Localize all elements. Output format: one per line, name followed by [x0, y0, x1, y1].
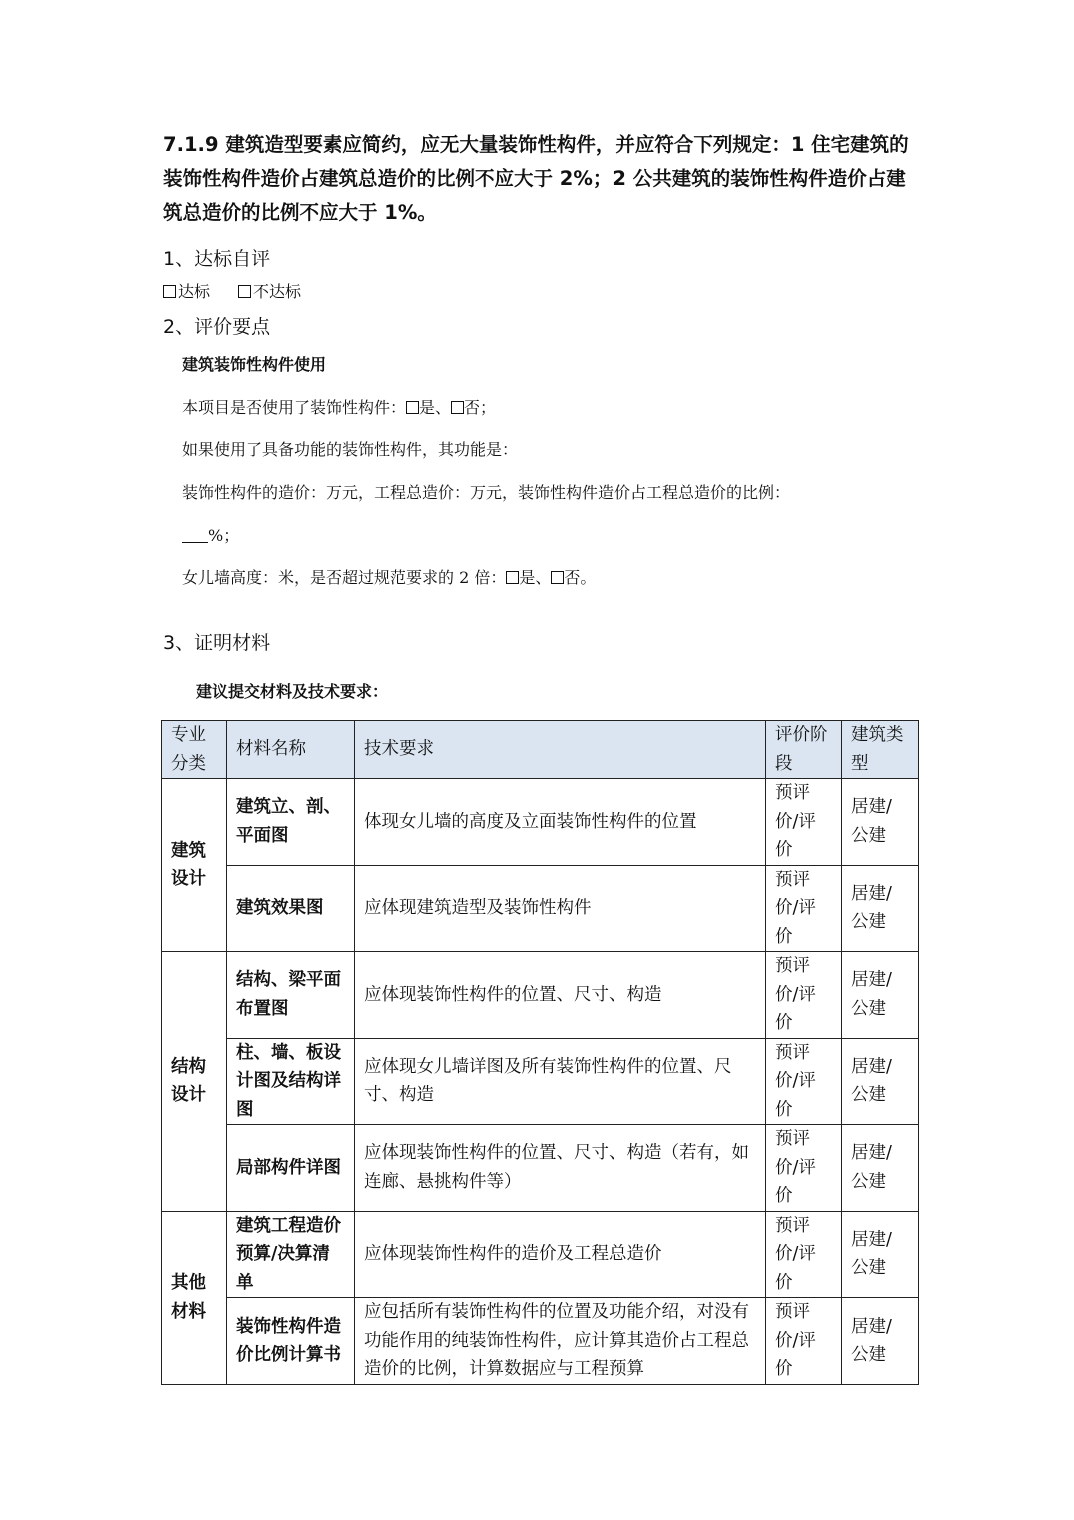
building-type-cell: 居建/公建 — [842, 779, 919, 866]
stage-cell: 预评价/评价 — [766, 1038, 842, 1125]
section-self-evaluation-title: 1、达标自评 — [163, 248, 271, 270]
header-building-type: 建筑类型 — [842, 721, 919, 779]
building-type-cell: 居建/公建 — [842, 952, 919, 1039]
clause-text: 建筑造型要素应简约，应无大量装饰性构件，并应符合下列规定：1 住宅建筑的装饰性构件造价占建筑总造价的比例不应大于 2%；2 公共建筑的装饰性构件造价占建筑总造价的比例不应大于 1%。 — [163, 133, 909, 224]
decorative-use-question — [182, 396, 496, 420]
material-name-cell: 装饰性构件造价比例计算书 — [227, 1298, 355, 1385]
answer-yes: 是、 — [519, 568, 552, 587]
table-row — [162, 1038, 919, 1125]
answer-no: 否。 — [564, 568, 597, 587]
header-requirement: 技术要求 — [355, 721, 766, 779]
requirement-cell: 应体现装饰性构件的位置、尺寸、构造 — [355, 952, 766, 1039]
cost-question: 装饰性构件的造价：万元，工程总造价：万元，装饰性构件造价占工程总造价的比例： — [182, 483, 791, 502]
section-evaluation-points-title: 2、评价要点 — [163, 316, 271, 338]
checkbox-icon[interactable] — [451, 401, 464, 414]
requirement-cell: 体现女儿墙的高度及立面装饰性构件的位置 — [355, 779, 766, 866]
cost-ratio-line — [182, 524, 239, 548]
stage-cell: 预评价/评价 — [766, 1211, 842, 1298]
function-question: 如果使用了具备功能的装饰性构件，其功能是： — [182, 440, 519, 459]
table-row — [162, 952, 919, 1039]
building-type-cell: 居建/公建 — [842, 1298, 919, 1385]
checkbox-icon[interactable] — [506, 571, 519, 584]
answer-no: 否； — [464, 398, 497, 417]
option-pass: 达标 — [178, 282, 211, 301]
stage-cell: 预评价/评价 — [766, 779, 842, 866]
requirement-cell: 应体现建筑造型及装饰性构件 — [355, 865, 766, 952]
question-text: 女儿墙高度：米，是否超过规范要求的 2 倍： — [182, 568, 507, 587]
checkbox-icon[interactable] — [551, 571, 564, 584]
building-type-cell: 居建/公建 — [842, 1125, 919, 1212]
header-category: 专业分类 — [162, 721, 227, 779]
clause-heading — [163, 128, 915, 230]
self-evaluation-options — [163, 280, 301, 304]
header-material-name: 材料名称 — [227, 721, 355, 779]
stage-cell: 预评价/评价 — [766, 865, 842, 952]
table-row — [162, 779, 919, 866]
requirement-cell: 应体现装饰性构件的造价及工程总造价 — [355, 1211, 766, 1298]
section-supporting-materials-title: 3、证明材料 — [163, 632, 271, 654]
category-cell: 其他材料 — [162, 1211, 227, 1385]
requirement-cell: 应体现装饰性构件的位置、尺寸、构造（若有，如连廊、悬挑构件等） — [355, 1125, 766, 1212]
table-row — [162, 1125, 919, 1212]
category-cell: 建筑设计 — [162, 779, 227, 952]
question-text: 本项目是否使用了装饰性构件： — [182, 398, 407, 417]
clause-number: 7.1.9 — [163, 133, 219, 156]
materials-subtitle: 建议提交材料及技术要求： — [196, 682, 389, 701]
stage-cell: 预评价/评价 — [766, 1125, 842, 1212]
category-cell: 结构设计 — [162, 952, 227, 1212]
parapet-question — [182, 566, 596, 590]
building-type-cell: 居建/公建 — [842, 1038, 919, 1125]
checkbox-icon[interactable] — [238, 285, 251, 298]
material-name-cell: 建筑立、剖、平面图 — [227, 779, 355, 866]
table-row — [162, 1298, 919, 1385]
building-type-cell: 居建/公建 — [842, 1211, 919, 1298]
ratio-blank[interactable] — [182, 526, 208, 543]
table-row — [162, 865, 919, 952]
building-type-cell: 居建/公建 — [842, 865, 919, 952]
material-name-cell: 建筑效果图 — [227, 865, 355, 952]
material-name-cell: 结构、梁平面布置图 — [227, 952, 355, 1039]
percent-suffix: %； — [208, 526, 240, 545]
table-row — [162, 1211, 919, 1298]
requirement-cell: 应体现女儿墙详图及所有装饰性构件的位置、尺寸、构造 — [355, 1038, 766, 1125]
materials-table — [161, 720, 919, 1385]
answer-yes: 是、 — [419, 398, 452, 417]
material-name-cell: 局部构件详图 — [227, 1125, 355, 1212]
checkbox-icon[interactable] — [406, 401, 419, 414]
checkbox-icon[interactable] — [163, 285, 176, 298]
evaluation-subtitle: 建筑装饰性构件使用 — [182, 355, 327, 374]
material-name-cell: 建筑工程造价预算/决算清单 — [227, 1211, 355, 1298]
option-fail: 不达标 — [253, 282, 302, 301]
stage-cell: 预评价/评价 — [766, 1298, 842, 1385]
header-stage: 评价阶段 — [766, 721, 842, 779]
table-header-row — [162, 721, 919, 779]
material-name-cell: 柱、墙、板设计图及结构详图 — [227, 1038, 355, 1125]
stage-cell: 预评价/评价 — [766, 952, 842, 1039]
requirement-cell: 应包括所有装饰性构件的位置及功能介绍，对没有功能作用的纯装饰性构件，应计算其造价占工程总造价的比例，计算数据应与工程预算 — [355, 1298, 766, 1385]
